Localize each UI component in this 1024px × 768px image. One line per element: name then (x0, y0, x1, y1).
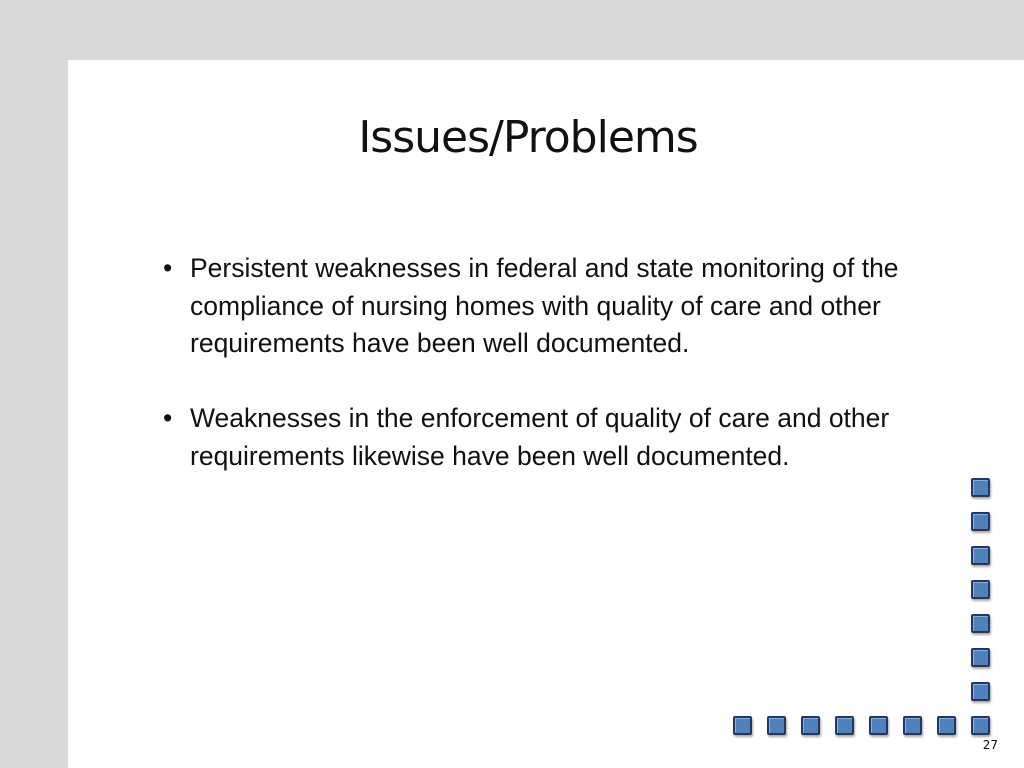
decor-square-icon (971, 546, 990, 565)
decor-square-icon (971, 512, 990, 531)
bullet-dot-icon: • (163, 253, 173, 283)
bullet-dot-icon: • (163, 403, 173, 433)
bullet-item (160, 400, 950, 475)
decor-square-icon (971, 478, 990, 497)
bullet-text: Persistent weaknesses in federal and state monitoring of the compliance of nursing homes with quality of care and other requirements have been well documented. (190, 253, 899, 358)
bullet-list (160, 250, 950, 513)
decor-square-icon (971, 580, 990, 599)
decor-square-icon (971, 682, 990, 701)
decor-square-icon (903, 716, 922, 735)
decor-square-icon (767, 716, 786, 735)
slide (68, 60, 1024, 768)
decor-square-icon (937, 716, 956, 735)
bullet-item (160, 250, 950, 363)
decor-square-icon (971, 648, 990, 667)
bullet-text: Weaknesses in the enforcement of quality of care and other requirements likewise have been well documented. (190, 403, 890, 471)
decor-square-icon (835, 716, 854, 735)
slide-title: Issues/Problems (358, 112, 698, 163)
decor-square-icon (869, 716, 888, 735)
decor-square-icon (733, 716, 752, 735)
decor-square-icon (971, 716, 990, 735)
page-number: 27 (982, 738, 998, 752)
decor-square-icon (971, 614, 990, 633)
decor-square-icon (801, 716, 820, 735)
